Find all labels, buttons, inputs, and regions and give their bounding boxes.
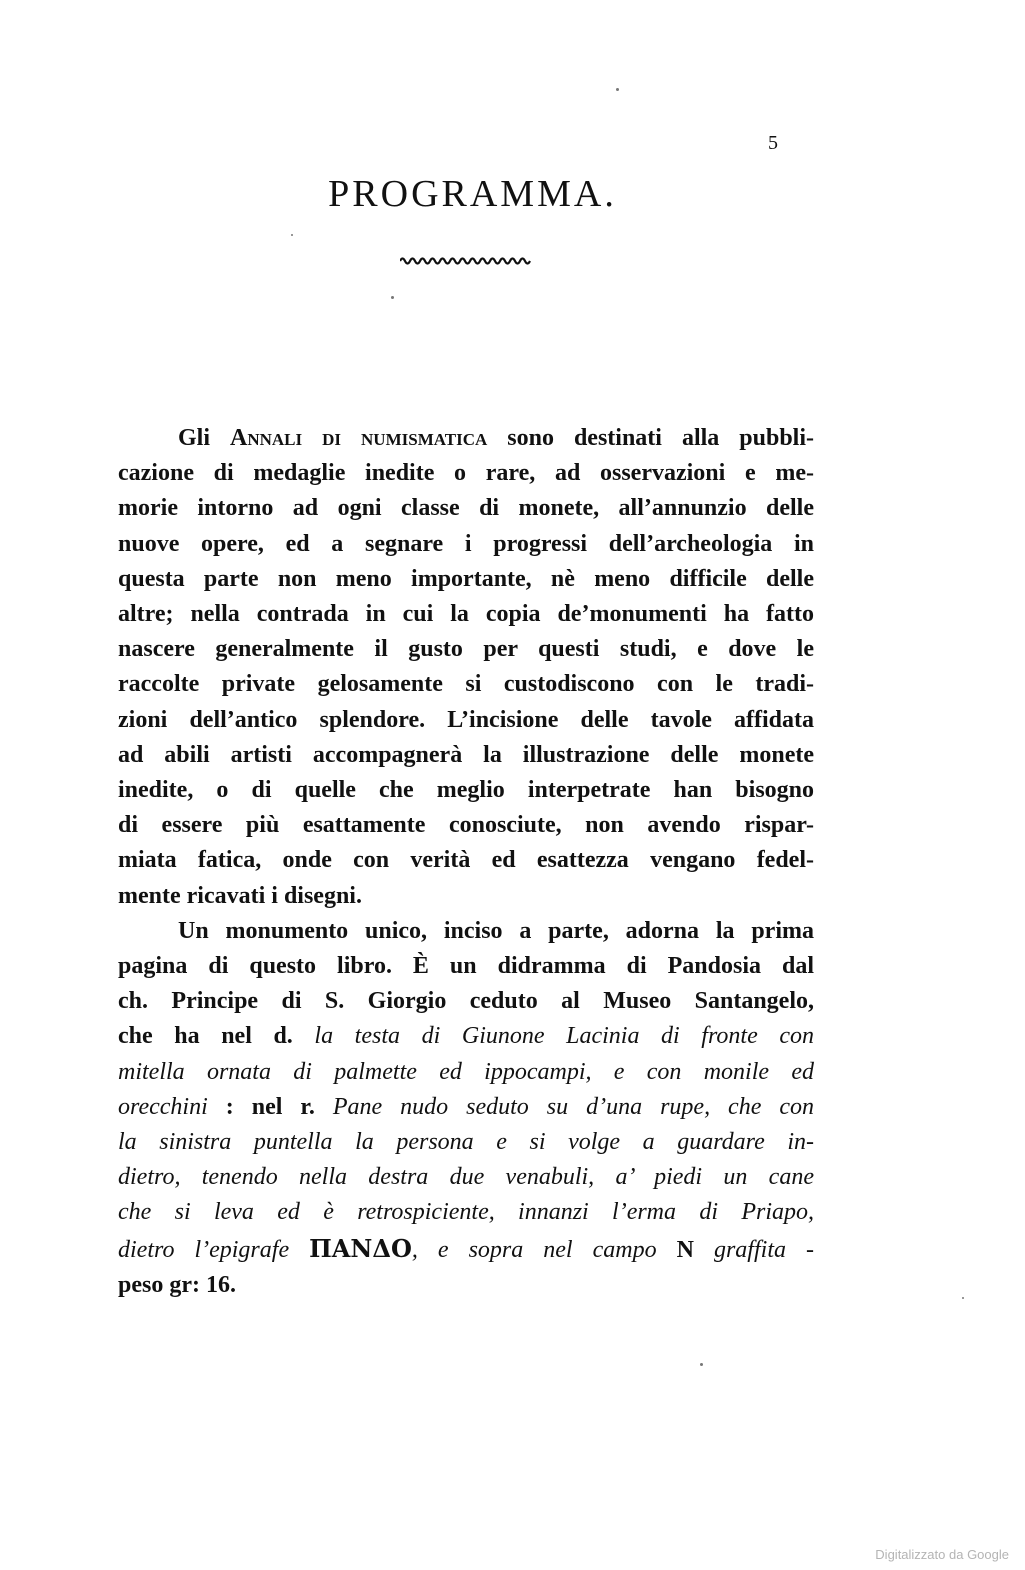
italic-span: la testa di Giunone Lacinia di fronte con <box>314 1023 814 1050</box>
paragraph-1-line: zioni dell’antico splendore. L’incisione delle tavole affidata <box>118 706 814 733</box>
page-title: PROGRAMMA. <box>328 173 617 215</box>
paragraph-1-line-1 <box>118 421 814 456</box>
body-text <box>118 421 814 1303</box>
italic-span: orecchini <box>118 1093 208 1120</box>
italic-span: Pane nudo seduto su d’una rupe, che con <box>332 1093 815 1120</box>
paragraph-1-line: di essere più esattamente conosciute, non avendo rispar- <box>118 812 814 839</box>
paragraph-1-line: ad abili artisti accompagnerà la illustrazione delle monete <box>118 741 814 768</box>
italic-span: dietro, tenendo nella destra due venabuli, a’ piedi un cane <box>118 1164 814 1191</box>
scan-speck <box>291 234 293 236</box>
scan-speck <box>700 1363 703 1366</box>
paragraph-2-line: peso gr: 16. <box>118 1271 236 1298</box>
greek-epigraph: ΠΑΝΔΟ <box>309 1233 412 1263</box>
paragraph-2-line: pagina di questo libro. È un didramma di Pandosia dal <box>118 953 814 980</box>
paragraph-2-line <box>118 1160 814 1195</box>
paragraph-2-line: Un monumento unico, inciso a parte, adorna la prima <box>178 917 814 944</box>
paragraph-1-line: raccolte private gelosamente si custodiscono con le tradi- <box>118 671 814 698</box>
journal-name: Annali di numismatica <box>230 425 488 451</box>
paragraph-1-line: questa parte non meno importante, nè meno difficile delle <box>118 565 814 592</box>
text-span: sono destinati alla pubbli- <box>487 425 815 451</box>
scan-speck <box>616 88 619 91</box>
scan-speck <box>391 296 394 299</box>
italic-span: dietro l’epigrafe <box>118 1236 310 1263</box>
paragraph-1-line: altre; nella contrada in cui la copia de’monumenti ha fatto <box>118 601 814 628</box>
text-span: che ha nel d. <box>118 1023 315 1050</box>
paragraph-1-line: miata fatica, onde con verità ed esattezza vengano fedel- <box>118 847 814 874</box>
italic-span: mitella ornata di palmette ed ippocampi, e con monile ed <box>118 1058 814 1085</box>
paragraph-1-line: inedite, o di quelle che meglio interpetrate han bisogno <box>118 777 814 804</box>
paragraph-2-line <box>118 1195 814 1230</box>
scan-speck <box>962 1297 964 1299</box>
italic-span: la sinistra puntella la persona e si volge a guardare in- <box>118 1129 814 1156</box>
paragraph-1-line: nascere generalmente il gusto per questi studi, e dove le <box>118 636 814 663</box>
text-span: Gli <box>178 425 231 451</box>
paragraph-1-line: cazione di medaglie inedite o rare, ad osservazioni e me- <box>118 460 814 487</box>
field-letter: N <box>676 1236 694 1263</box>
paragraph-2-line <box>118 1125 814 1160</box>
google-watermark: Digitalizzato da Google <box>875 1547 1009 1562</box>
paragraph-1-line: mente ricavati i disegni. <box>118 882 362 909</box>
paragraph-2-line <box>118 1055 814 1090</box>
page-number: 5 <box>768 132 778 154</box>
paragraph-1-line: nuove opere, ed a segnare i progressi dell’archeologia in <box>118 530 814 557</box>
paragraph-2-line: ch. Principe di S. Giorgio ceduto al Museo Santangelo, <box>118 988 814 1015</box>
paragraph-1-line: morie intorno ad ogni classe di monete, all’annunzio delle <box>118 495 814 522</box>
paragraph-2-line <box>118 1090 814 1125</box>
italic-span: che si leva ed è retrospiciente, innanzi l’erma di Priapo, <box>118 1199 814 1226</box>
paragraph-2-line <box>118 1231 814 1268</box>
text-span: : nel r. <box>207 1093 333 1120</box>
paragraph-2-line <box>118 1019 814 1054</box>
wavy-ornament <box>400 254 532 268</box>
italic-span: graffita - <box>693 1236 814 1263</box>
italic-span: , e sopra nel campo <box>411 1236 677 1263</box>
